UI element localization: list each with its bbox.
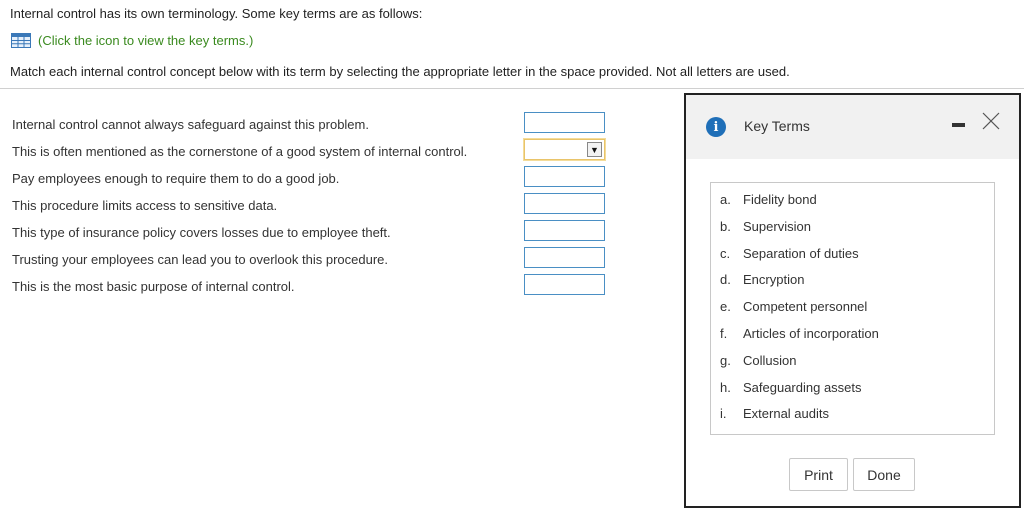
term-item — [711, 299, 994, 326]
answer-select-5[interactable] — [524, 220, 605, 241]
answer-select-7[interactable] — [524, 274, 605, 295]
answer-select-4[interactable] — [524, 193, 605, 214]
term-name: Articles of incorporation — [743, 325, 879, 341]
term-name: Separation of duties — [743, 245, 859, 261]
info-icon: i — [706, 117, 726, 137]
term-letter: a. — [720, 192, 731, 207]
term-name: Fidelity bond — [743, 192, 817, 207]
term-name: Encryption — [743, 272, 805, 288]
term-letter: b. — [720, 218, 731, 234]
question-item: Trusting your employees can lead you to overlook this procedure. — [12, 252, 388, 267]
question-item: This is often mentioned as the cornerstone of a good system of internal control. — [12, 144, 468, 159]
divider — [0, 88, 1024, 89]
term-item — [711, 353, 994, 380]
term-name: Safeguarding assets — [743, 379, 862, 395]
question-item: This type of insurance policy covers losses due to employee theft. — [12, 225, 391, 240]
answer-select-3[interactable] — [524, 166, 605, 187]
term-item — [711, 219, 994, 246]
term-item — [711, 326, 994, 353]
instructions-text: Match each internal control concept below with its term by selecting the appropriate letter in the space provided. Not all letters are used. — [10, 64, 790, 79]
term-letter: g. — [720, 352, 731, 368]
term-letter: i. — [720, 406, 727, 422]
answer-select-1[interactable] — [524, 112, 605, 133]
term-letter: f. — [720, 325, 728, 341]
dialog-title: Key Terms — [744, 118, 810, 134]
terms-list — [710, 182, 995, 435]
term-name: Supervision — [743, 218, 811, 234]
term-item — [711, 192, 994, 219]
question-list — [12, 116, 467, 305]
print-button[interactable]: Print — [789, 458, 848, 491]
key-terms-link[interactable] — [11, 33, 253, 48]
question-item: Internal control cannot always safeguard against this problem. — [12, 117, 369, 132]
done-button[interactable]: Done — [853, 458, 915, 491]
dialog-header — [686, 95, 1019, 159]
term-item — [711, 406, 994, 433]
answer-list — [524, 112, 605, 301]
key-terms-link-text[interactable]: (Click the icon to view the key terms.) — [38, 33, 254, 48]
term-letter: h. — [720, 379, 731, 395]
term-letter: e. — [720, 299, 731, 315]
question-item: Pay employees enough to require them to do a good job. — [12, 171, 340, 186]
key-terms-dialog — [684, 93, 1021, 508]
term-item — [711, 272, 994, 299]
question-item: This is the most basic purpose of internal control. — [12, 279, 295, 294]
term-item — [711, 246, 994, 273]
term-name: External audits — [743, 406, 829, 422]
answer-select-6[interactable] — [524, 247, 605, 268]
intro-text: Internal control has its own terminology. Some key terms are as follows: — [10, 6, 423, 21]
answer-select-2[interactable] — [524, 139, 605, 160]
term-name: Collusion — [743, 352, 797, 368]
term-item — [711, 380, 994, 407]
term-name: Competent personnel — [743, 299, 868, 315]
grid-table-icon[interactable] — [11, 33, 31, 48]
term-letter: d. — [720, 272, 731, 288]
minimize-icon[interactable] — [952, 123, 965, 127]
close-icon[interactable] — [982, 112, 1000, 130]
question-item: This procedure limits access to sensitive data. — [12, 198, 278, 213]
dropdown-arrow-icon[interactable]: ▼ — [587, 142, 602, 157]
term-letter: c. — [720, 245, 731, 261]
